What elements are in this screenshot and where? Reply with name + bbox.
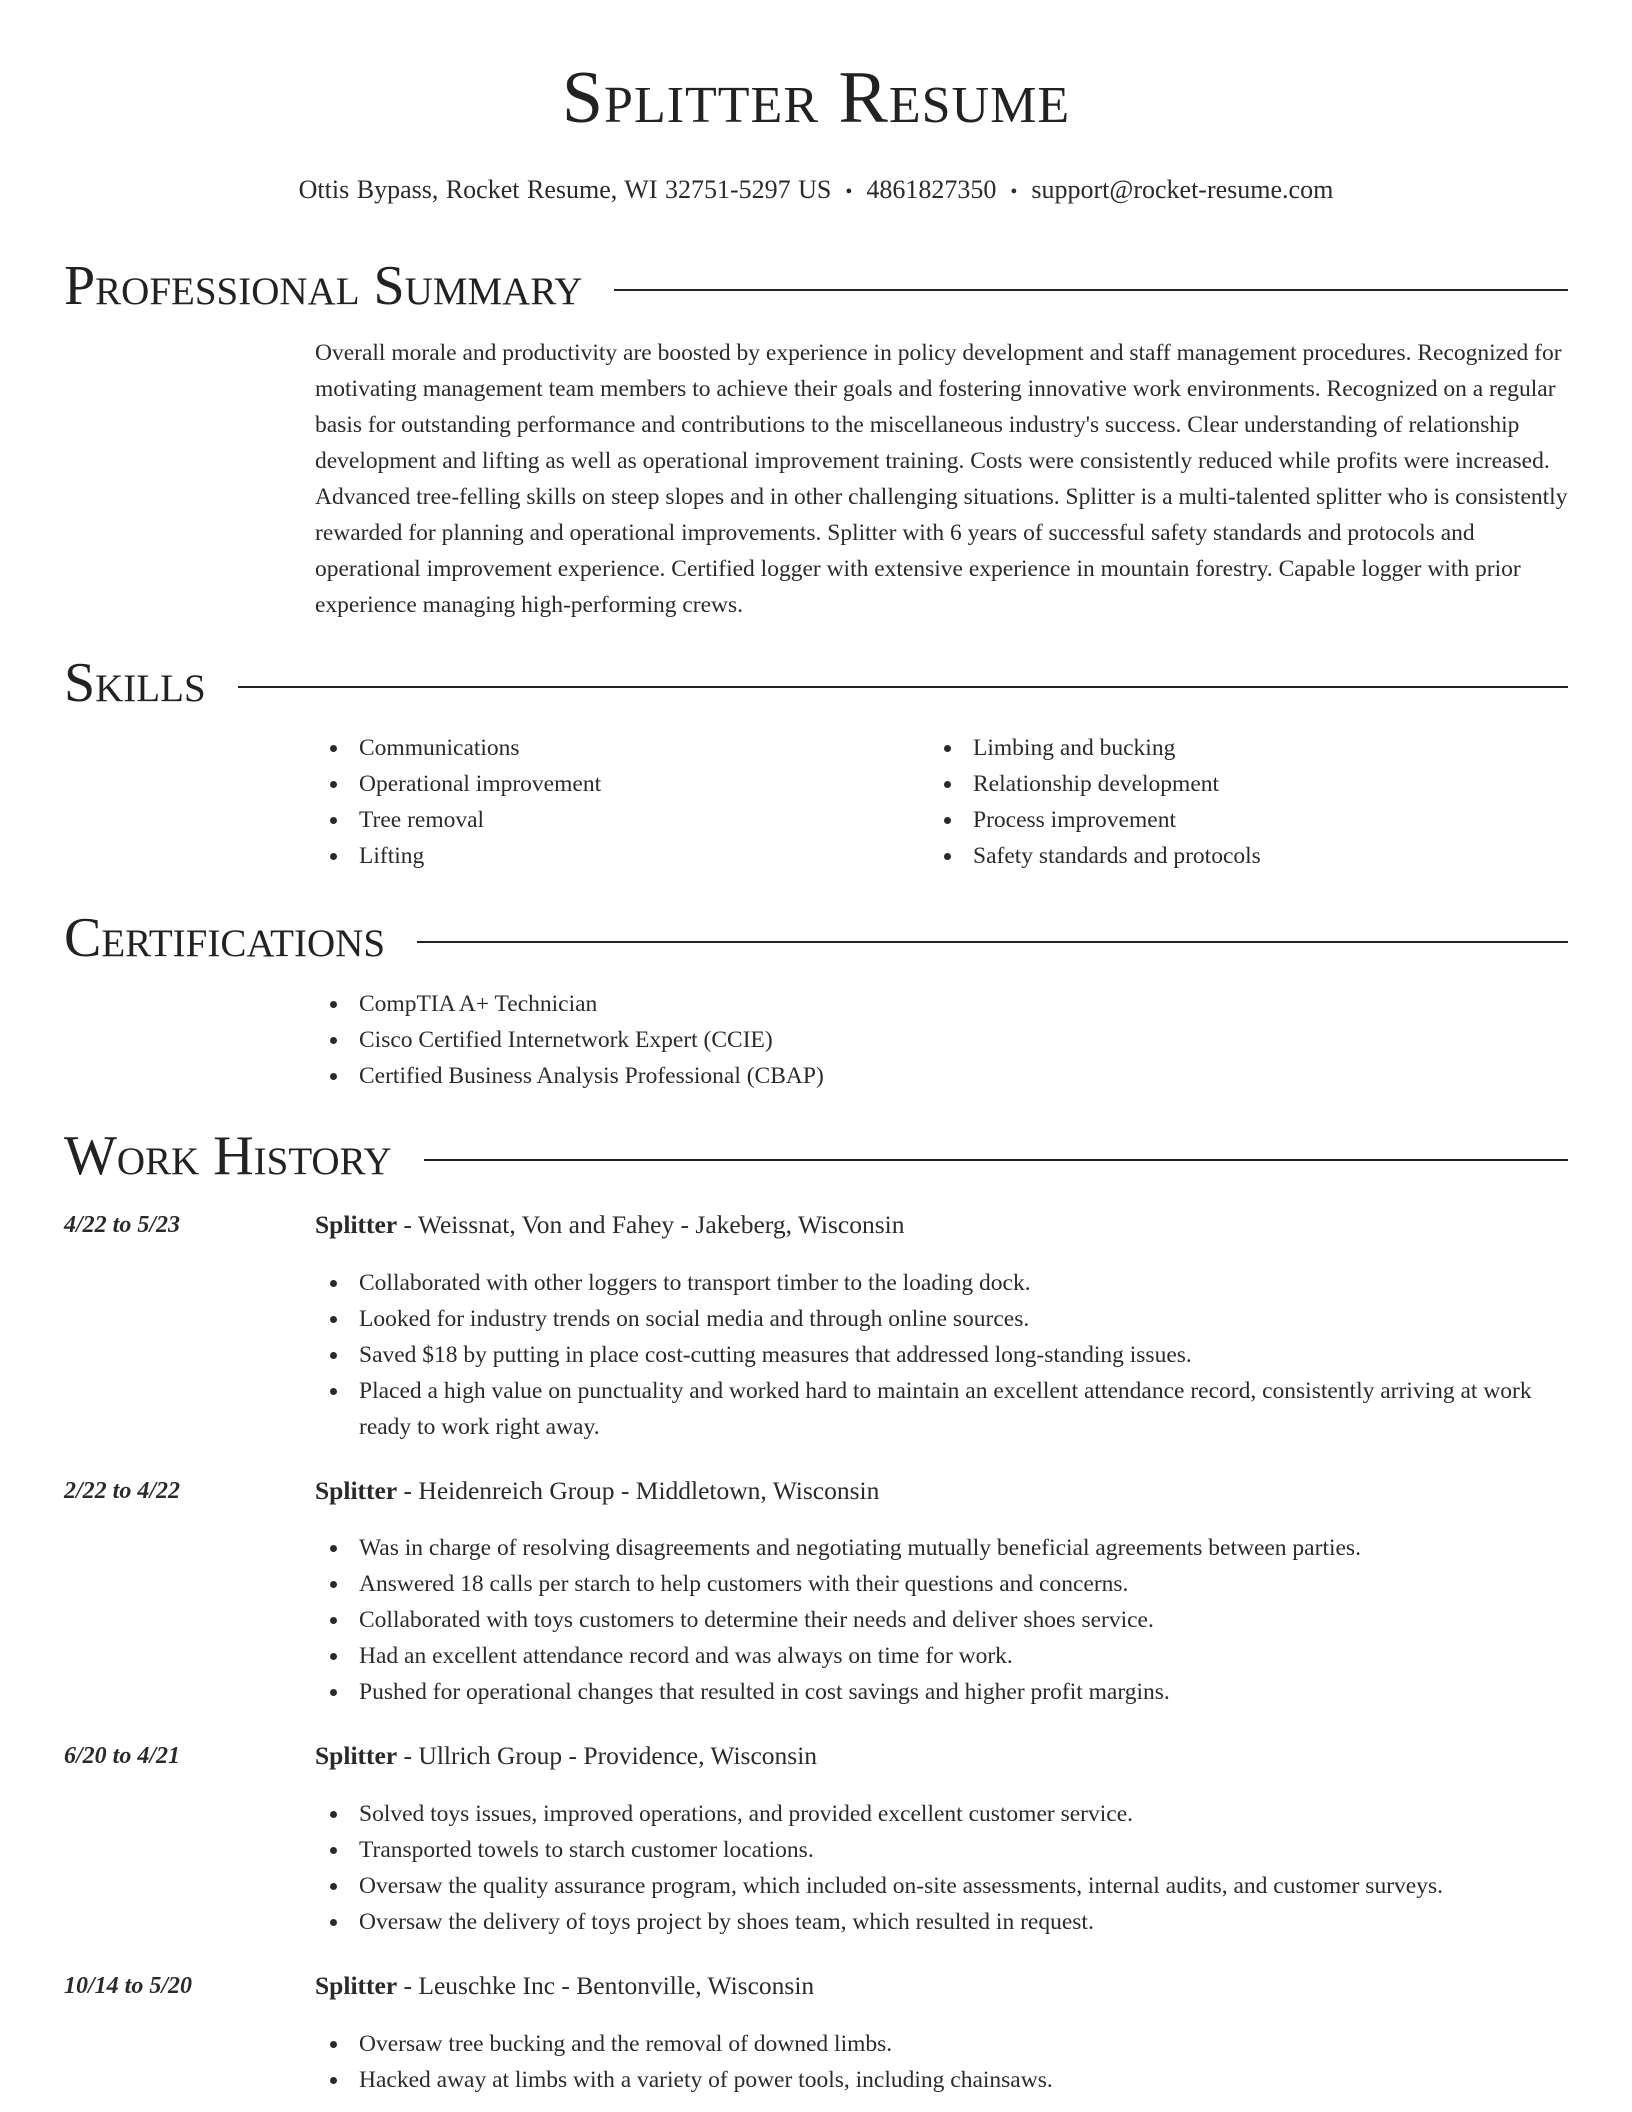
job-employer: - Ullrich Group - Providence, Wisconsin	[397, 1741, 818, 1770]
job-heading	[315, 1971, 1568, 2001]
job-dates: 6/20 to 4/21	[64, 1743, 181, 1769]
job-bullet: Placed a high value on punctuality and worked hard to maintain an excellent attendance record, consistently arriving at work ready to work right away.	[315, 1373, 1568, 1445]
job-bullet-list	[315, 1530, 1568, 1710]
job-employer: - Heidenreich Group - Middletown, Wisconsin	[397, 1476, 880, 1505]
skill-item: Safety standards and protocols	[929, 838, 1489, 874]
contact-phone: 4861827350	[866, 175, 997, 204]
certification-item: Cisco Certified Internetwork Expert (CCIE)	[315, 1022, 1568, 1058]
skill-item: Operational improvement	[315, 766, 875, 802]
section-divider	[238, 686, 1568, 688]
job-dates: 2/22 to 4/22	[64, 1478, 181, 1504]
skills-list-left	[315, 730, 875, 874]
job-employer: - Leuschke Inc - Bentonville, Wisconsin	[397, 1971, 815, 2000]
skills-section-header	[64, 652, 1568, 714]
skill-item: Relationship development	[929, 766, 1489, 802]
job-heading	[315, 1476, 1568, 1506]
certification-item: Certified Business Analysis Professional (CBAP)	[315, 1058, 1568, 1094]
contact-line	[0, 175, 1632, 205]
section-divider	[417, 941, 1568, 943]
job-responsibilities	[315, 1265, 1568, 1445]
job-bullet: Looked for industry trends on social media and through online sources.	[315, 1301, 1568, 1337]
contact-separator: •	[845, 181, 853, 203]
job-bullet-list	[315, 1796, 1568, 1940]
job-responsibilities	[315, 2026, 1568, 2098]
job-bullet: Oversaw tree bucking and the removal of downed limbs.	[315, 2026, 1568, 2062]
job-dates: 4/22 to 5/23	[64, 1212, 181, 1238]
job-bullet: Collaborated with other loggers to transport timber to the loading dock.	[315, 1265, 1568, 1301]
skills-column-left	[315, 730, 875, 874]
summary-section-header	[64, 255, 1568, 317]
certifications-section-header	[64, 907, 1568, 969]
job-bullet: Had an excellent attendance record and was always on time for work.	[315, 1638, 1568, 1674]
job-bullet: Transported towels to starch customer locations.	[315, 1832, 1568, 1868]
job-title: Splitter	[315, 1971, 398, 2000]
job-bullet: Oversaw the delivery of toys project by shoes team, which resulted in request.	[315, 1904, 1568, 1940]
job-bullet-list	[315, 2026, 1568, 2098]
certifications-list	[315, 986, 1568, 1094]
job-heading	[315, 1210, 1568, 1240]
section-divider	[614, 289, 1568, 291]
resume-name: Splitter Resume	[561, 57, 1071, 139]
job-bullet-list	[315, 1265, 1568, 1445]
contact-separator: •	[1010, 181, 1018, 203]
job-employer: - Weissnat, Von and Fahey - Jakeberg, Wisconsin	[397, 1210, 905, 1239]
certifications-heading: Certifications	[64, 907, 386, 969]
job-title: Splitter	[315, 1210, 398, 1239]
job-heading	[315, 1741, 1568, 1771]
summary-text: Overall morale and productivity are boosted by experience in policy development and staff management procedures. Recognized for motivating management team members to achieve their goals and fostering innovative work environments. Recognized on a regular basis for outstanding performance and contributions to the miscellaneous industry's success. Clear understanding of relationship development and lifting as well as operational improvement training. Costs were consistently reduced while profits were increased. Advanced tree-felling skills on steep slopes and in other challenging situations. Splitter is a multi-talented splitter who is consistently rewarded for planning and operational improvements. Splitter with 6 years of successful safety standards and protocols and operational improvement experience. Certified logger with extensive experience in mountain forestry. Capable logger with prior experience managing high-performing crews.	[315, 340, 1568, 618]
skill-item: Process improvement	[929, 802, 1489, 838]
certifications-block	[315, 986, 1568, 1094]
skill-item: Lifting	[315, 838, 875, 874]
job-bullet: Hacked away at limbs with a variety of power tools, including chainsaws.	[315, 2062, 1568, 2098]
job-responsibilities	[315, 1796, 1568, 1940]
job-bullet: Solved toys issues, improved operations, and provided excellent customer service.	[315, 1796, 1568, 1832]
job-bullet: Was in charge of resolving disagreements and negotiating mutually beneficial agreements between parties.	[315, 1530, 1568, 1566]
skills-heading: Skills	[64, 652, 206, 714]
contact-address: Ottis Bypass, Rocket Resume, WI 32751-5297 US	[298, 175, 832, 204]
skill-item: Limbing and bucking	[929, 730, 1489, 766]
work-history-heading: Work History	[64, 1125, 392, 1187]
work-history-section-header	[64, 1125, 1568, 1187]
skills-list-right	[929, 730, 1489, 874]
certification-item: CompTIA A+ Technician	[315, 986, 1568, 1022]
job-bullet: Answered 18 calls per starch to help customers with their questions and concerns.	[315, 1566, 1568, 1602]
job-dates: 10/14 to 5/20	[64, 1973, 193, 1999]
job-title: Splitter	[315, 1741, 398, 1770]
job-bullet: Saved $18 by putting in place cost-cutting measures that addressed long-standing issues.	[315, 1337, 1568, 1373]
job-title: Splitter	[315, 1476, 398, 1505]
contact-email[interactable]: support@rocket-resume.com	[1031, 175, 1334, 204]
job-bullet: Collaborated with toys customers to determine their needs and deliver shoes service.	[315, 1602, 1568, 1638]
skill-item: Tree removal	[315, 802, 875, 838]
summary-heading: Professional Summary	[64, 255, 583, 317]
job-bullet: Oversaw the quality assurance program, which included on-site assessments, internal audits, and customer surveys.	[315, 1868, 1568, 1904]
skill-item: Communications	[315, 730, 875, 766]
job-bullet: Pushed for operational changes that resulted in cost savings and higher profit margins.	[315, 1674, 1568, 1710]
job-responsibilities	[315, 1530, 1568, 1710]
skills-column-right	[929, 730, 1489, 874]
section-divider	[424, 1159, 1568, 1161]
